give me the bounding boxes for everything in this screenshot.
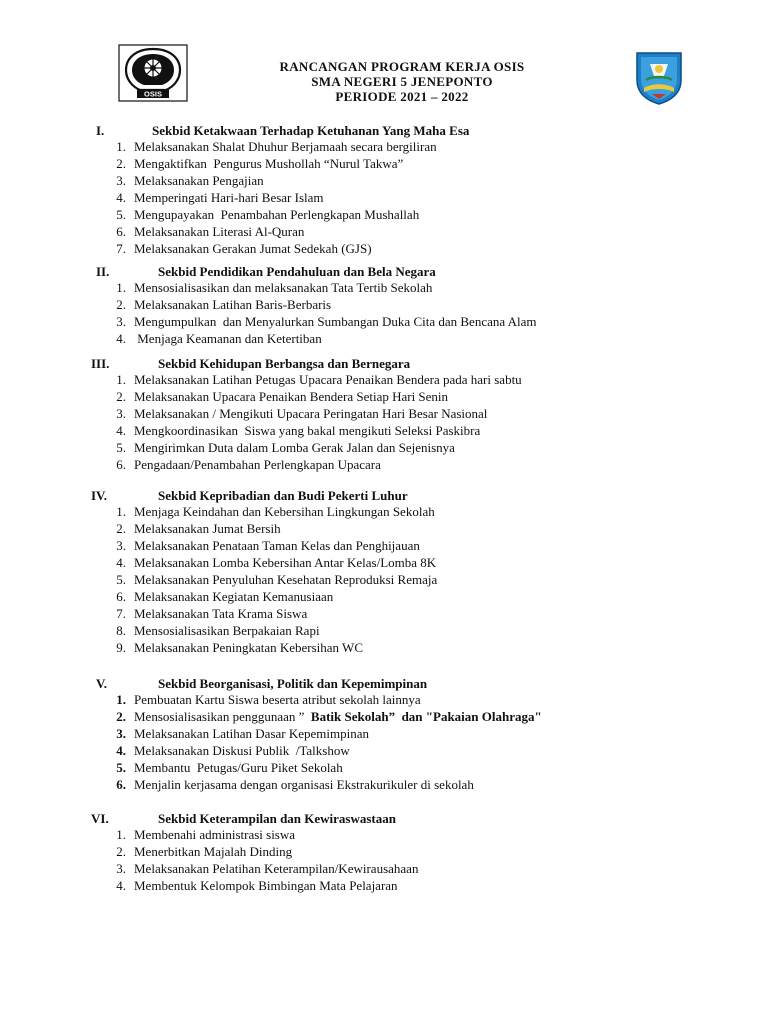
list-item-number: 7. [116, 241, 126, 256]
list-item-text [134, 521, 281, 537]
list-item-text-main: Memperingati Hari-hari Besar Islam [134, 190, 324, 205]
list-item-text-main: Melaksanakan Upacara Penaikan Bendera Setiap Hari Senin [134, 389, 449, 404]
list-item-number: 1. [116, 692, 126, 707]
list-item [0, 589, 768, 606]
section-1 [0, 122, 768, 258]
section-heading [0, 487, 768, 504]
section-numeral: V. [96, 676, 107, 691]
document-header [0, 40, 768, 120]
list-item-text-main: Melaksanakan Pengajian [134, 173, 264, 188]
list-item [0, 314, 768, 331]
list-item-number: 6. [116, 589, 126, 604]
regional-crest-logo [634, 50, 684, 106]
list-item-number: 4. [116, 190, 126, 205]
list-item-text [134, 156, 403, 172]
list-item-text [134, 726, 369, 742]
list-item-text-main: Menjaga Keamanan dan Ketertiban [134, 331, 322, 346]
section-heading [0, 122, 768, 139]
list-item-text-emphasis: Batik Sekolah” dan "Pakaian Olahraga" [304, 709, 542, 724]
list-item-text-main: Membenahi administrasi siswa [134, 827, 296, 842]
list-item-text [134, 878, 398, 894]
list-item-text [134, 709, 542, 725]
list-item [0, 440, 768, 457]
list-item-text-main: Mengupayakan Penambahan Perlengkapan Mushallah [134, 207, 420, 222]
list-item-number: 1. [116, 372, 126, 387]
list-item [0, 423, 768, 440]
list-item-text [134, 173, 264, 189]
section-heading [0, 263, 768, 280]
section-title: Sekbid Keterampilan dan Kewiraswastaan [158, 811, 396, 826]
list-item-text-main: Melaksanakan Kegiatan Kemanusiaan [134, 589, 334, 604]
list-item [0, 827, 768, 844]
list-item-number: 2. [116, 709, 126, 724]
list-item [0, 280, 768, 297]
section-numeral: IV. [91, 488, 108, 503]
list-item-text-main: Membentuk Kelompok Bimbingan Mata Pelajaran [134, 878, 398, 893]
list-item [0, 640, 768, 657]
list-item-text [134, 572, 437, 588]
list-item-text [134, 207, 419, 223]
section-numeral: I. [96, 123, 105, 138]
list-item-number: 8. [116, 623, 126, 638]
list-item-text-main: Pengadaan/Penambahan Perlengkapan Upacara [134, 457, 381, 472]
list-item-number: 3. [116, 173, 126, 188]
list-item-text-main: Melaksanakan Penataan Taman Kelas dan Penghijauan [134, 538, 420, 553]
list-item-text [134, 331, 322, 347]
title-line-2: SMA NEGERI 5 JENEPONTO [311, 74, 493, 89]
list-item [0, 878, 768, 895]
list-item-text [134, 538, 420, 554]
list-item [0, 692, 768, 709]
list-item [0, 521, 768, 538]
section-3 [0, 355, 768, 474]
list-item-number: 1. [116, 827, 126, 842]
list-item-text [134, 555, 436, 571]
list-item-text-main: Mengaktifkan Pengurus Mushollah “Nurul Takwa” [134, 156, 404, 171]
list-item-text [134, 440, 455, 456]
list-item-text-main: Melaksanakan Latihan Dasar Kepemimpinan [134, 726, 369, 741]
list-item-number: 2. [116, 844, 126, 859]
list-item [0, 555, 768, 572]
list-item-number: 1. [116, 504, 126, 519]
section-title: Sekbid Beorganisasi, Politik dan Kepemimpinan [158, 676, 428, 691]
list-item-text-main: Menerbitkan Majalah Dinding [134, 844, 293, 859]
list-item [0, 760, 768, 777]
section-numeral: II. [96, 264, 110, 279]
list-item-number: 5. [116, 760, 126, 775]
list-item [0, 224, 768, 241]
osis-logo [118, 44, 188, 102]
list-item-number: 5. [116, 440, 126, 455]
list-item-text [134, 190, 324, 206]
section-numeral: III. [91, 356, 110, 371]
list-item-text-main: Membantu Petugas/Guru Piket Sekolah [134, 760, 343, 775]
list-item-text [134, 372, 522, 388]
list-item-number: 3. [116, 538, 126, 553]
list-item-text [134, 457, 381, 473]
list-item-text [134, 280, 432, 296]
program-sections [0, 122, 768, 895]
list-item [0, 538, 768, 555]
list-item-text [134, 241, 372, 257]
list-item-text [134, 389, 448, 405]
list-item-number: 9. [116, 640, 126, 655]
list-item-text-main: Melaksanakan Diskusi Publik /Talkshow [134, 743, 350, 758]
list-item-text [134, 743, 350, 759]
list-item-text [134, 692, 421, 708]
list-item-text-main: Melaksanakan / Mengikuti Upacara Peringatan Hari Besar Nasional [134, 406, 488, 421]
list-item [0, 572, 768, 589]
list-item [0, 156, 768, 173]
list-item [0, 139, 768, 156]
list-item-number: 4. [116, 331, 126, 346]
list-item-text [134, 861, 418, 877]
list-item [0, 241, 768, 258]
list-item-text [134, 406, 487, 422]
list-item-text-main: Melaksanakan Peningkatan Kebersihan WC [134, 640, 363, 655]
list-item-text [134, 589, 333, 605]
list-item-text-main: Melaksanakan Penyuluhan Kesehatan Reproduksi Remaja [134, 572, 438, 587]
document-title [200, 59, 604, 104]
list-item [0, 457, 768, 474]
list-item-text [134, 139, 437, 155]
list-item [0, 372, 768, 389]
list-item-number: 6. [116, 777, 126, 792]
list-item [0, 389, 768, 406]
list-item [0, 861, 768, 878]
title-line-3: PERIODE 2021 – 2022 [335, 89, 469, 104]
list-item-number: 2. [116, 521, 126, 536]
list-item-text [134, 623, 320, 639]
list-item [0, 743, 768, 760]
list-item-text [134, 504, 435, 520]
list-item-text [134, 314, 537, 330]
list-item [0, 623, 768, 640]
section-heading [0, 355, 768, 372]
list-item [0, 331, 768, 348]
list-item-text-main: Melaksanakan Tata Krama Siswa [134, 606, 308, 621]
list-item [0, 709, 768, 726]
list-item-number: 5. [116, 207, 126, 222]
list-item-text-main: Mensosialisasikan Berpakaian Rapi [134, 623, 320, 638]
list-item-number: 4. [116, 743, 126, 758]
list-item-number: 2. [116, 297, 126, 312]
list-item-number: 3. [116, 406, 126, 421]
list-item-number: 6. [116, 224, 126, 239]
list-item-text-main: Melaksanakan Shalat Dhuhur Berjamaah secara bergiliran [134, 139, 437, 154]
list-item-text-main: Mengirimkan Duta dalam Lomba Gerak Jalan dan Sejenisnya [134, 440, 455, 455]
section-title: Sekbid Pendidikan Pendahuluan dan Bela Negara [158, 264, 436, 279]
section-numeral: VI. [91, 811, 109, 826]
list-item-number: 6. [116, 457, 126, 472]
list-item-text [134, 224, 304, 240]
list-item-number: 3. [116, 314, 126, 329]
list-item-text-main: Melaksanakan Latihan Petugas Upacara Penaikan Bendera pada hari sabtu [134, 372, 522, 387]
list-item-text [134, 844, 292, 860]
list-item [0, 406, 768, 423]
list-item-text [134, 423, 480, 439]
list-item [0, 297, 768, 314]
list-item [0, 504, 768, 521]
list-item-text-main: Melaksanakan Latihan Baris-Berbaris [134, 297, 332, 312]
title-line-1: RANCANGAN PROGRAM KERJA OSIS [279, 59, 525, 74]
list-item-number: 4. [116, 878, 126, 893]
list-item-text-main: Mensosialisasikan dan melaksanakan Tata Tertib Sekolah [134, 280, 433, 295]
list-item-text [134, 606, 307, 622]
list-item-text [134, 640, 363, 656]
list-item-text [134, 777, 474, 793]
list-item-text [134, 297, 331, 313]
list-item [0, 726, 768, 743]
list-item-number: 4. [116, 555, 126, 570]
list-item [0, 844, 768, 861]
list-item [0, 173, 768, 190]
osis-logo-caption: OSIS [144, 89, 162, 99]
list-item-text-main: Mengumpulkan dan Menyalurkan Sumbangan Duka Cita dan Bencana Alam [134, 314, 537, 329]
list-item-text-main: Mengkoordinasikan Siswa yang bakal mengikuti Seleksi Paskibra [134, 423, 481, 438]
list-item-number: 2. [116, 389, 126, 404]
section-2 [0, 263, 768, 348]
list-item-text-main: Mensosialisasikan penggunaan ” [134, 709, 305, 724]
list-item-number: 1. [116, 139, 126, 154]
list-item-text [134, 827, 295, 843]
list-item [0, 777, 768, 794]
list-item [0, 606, 768, 623]
section-5 [0, 675, 768, 794]
list-item-number: 2. [116, 156, 126, 171]
list-item [0, 207, 768, 224]
list-item-number: 7. [116, 606, 126, 621]
list-item-number: 1. [116, 280, 126, 295]
section-heading [0, 810, 768, 827]
list-item-text-main: Pembuatan Kartu Siswa beserta atribut sekolah lainnya [134, 692, 421, 707]
list-item-text-main: Melaksanakan Gerakan Jumat Sedekah (GJS) [134, 241, 372, 256]
section-title: Sekbid Ketakwaan Terhadap Ketuhanan Yang Maha Esa [152, 123, 470, 138]
list-item-text [134, 760, 343, 776]
list-item-text-main: Melaksanakan Pelatihan Keterampilan/Kewirausahaan [134, 861, 419, 876]
list-item-number: 3. [116, 726, 126, 741]
list-item-text-main: Melaksanakan Lomba Kebersihan Antar Kelas/Lomba 8K [134, 555, 437, 570]
list-item-number: 5. [116, 572, 126, 587]
list-item [0, 190, 768, 207]
list-item-text-main: Melaksanakan Literasi Al-Quran [134, 224, 305, 239]
section-4 [0, 487, 768, 657]
list-item-text-main: Menjaga Keindahan dan Kebersihan Lingkungan Sekolah [134, 504, 435, 519]
list-item-text-main: Melaksanakan Jumat Bersih [134, 521, 281, 536]
section-heading [0, 675, 768, 692]
list-item-text-main: Menjalin kerjasama dengan organisasi Ekstrakurikuler di sekolah [134, 777, 474, 792]
section-title: Sekbid Kepribadian dan Budi Pekerti Luhur [158, 488, 408, 503]
list-item-number: 4. [116, 423, 126, 438]
list-item-number: 3. [116, 861, 126, 876]
section-6 [0, 810, 768, 895]
section-title: Sekbid Kehidupan Berbangsa dan Bernegara [158, 356, 411, 371]
